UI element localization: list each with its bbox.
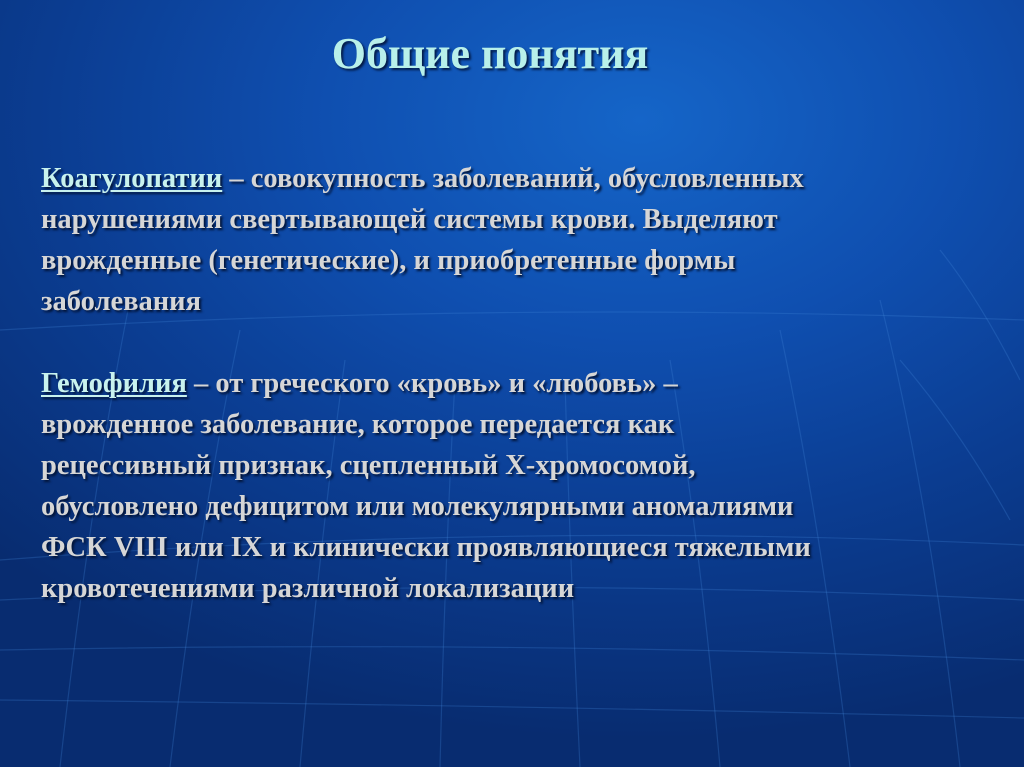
paragraph-line: ФСК VIII или IX и клинически проявляющиеся тяжелыми bbox=[41, 532, 811, 563]
paragraph-line: врожденные (генетические), и приобретенные формы bbox=[41, 245, 736, 276]
paragraph-line: рецессивный признак, сцепленный Х-хромосомой, bbox=[41, 450, 696, 481]
slide-title: Общие понятия bbox=[331, 29, 649, 78]
paragraph-line: кровотечениями различной локализации bbox=[41, 573, 575, 604]
term-coagulopathy: Коагулопатии bbox=[41, 163, 223, 194]
slide-body bbox=[41, 158, 1001, 609]
paragraph-coagulopathy bbox=[41, 158, 1001, 322]
paragraph-line: нарушениями свертывающей системы крови. Выделяют bbox=[41, 204, 778, 235]
term-hemophilia: Гемофилия bbox=[41, 368, 187, 399]
paragraph-spacer bbox=[41, 322, 1001, 363]
paragraph-line: заболевания bbox=[41, 286, 201, 317]
paragraph-line: – совокупность заболеваний, обусловленных bbox=[222, 163, 804, 194]
paragraph-line: обусловлено дефицитом или молекулярными аномалиями bbox=[41, 491, 794, 522]
paragraph-line: – от греческого «кровь» и «любовь» – bbox=[186, 368, 678, 399]
paragraph-hemophilia bbox=[41, 363, 1001, 609]
paragraph-line: врожденное заболевание, которое передается как bbox=[41, 409, 675, 440]
